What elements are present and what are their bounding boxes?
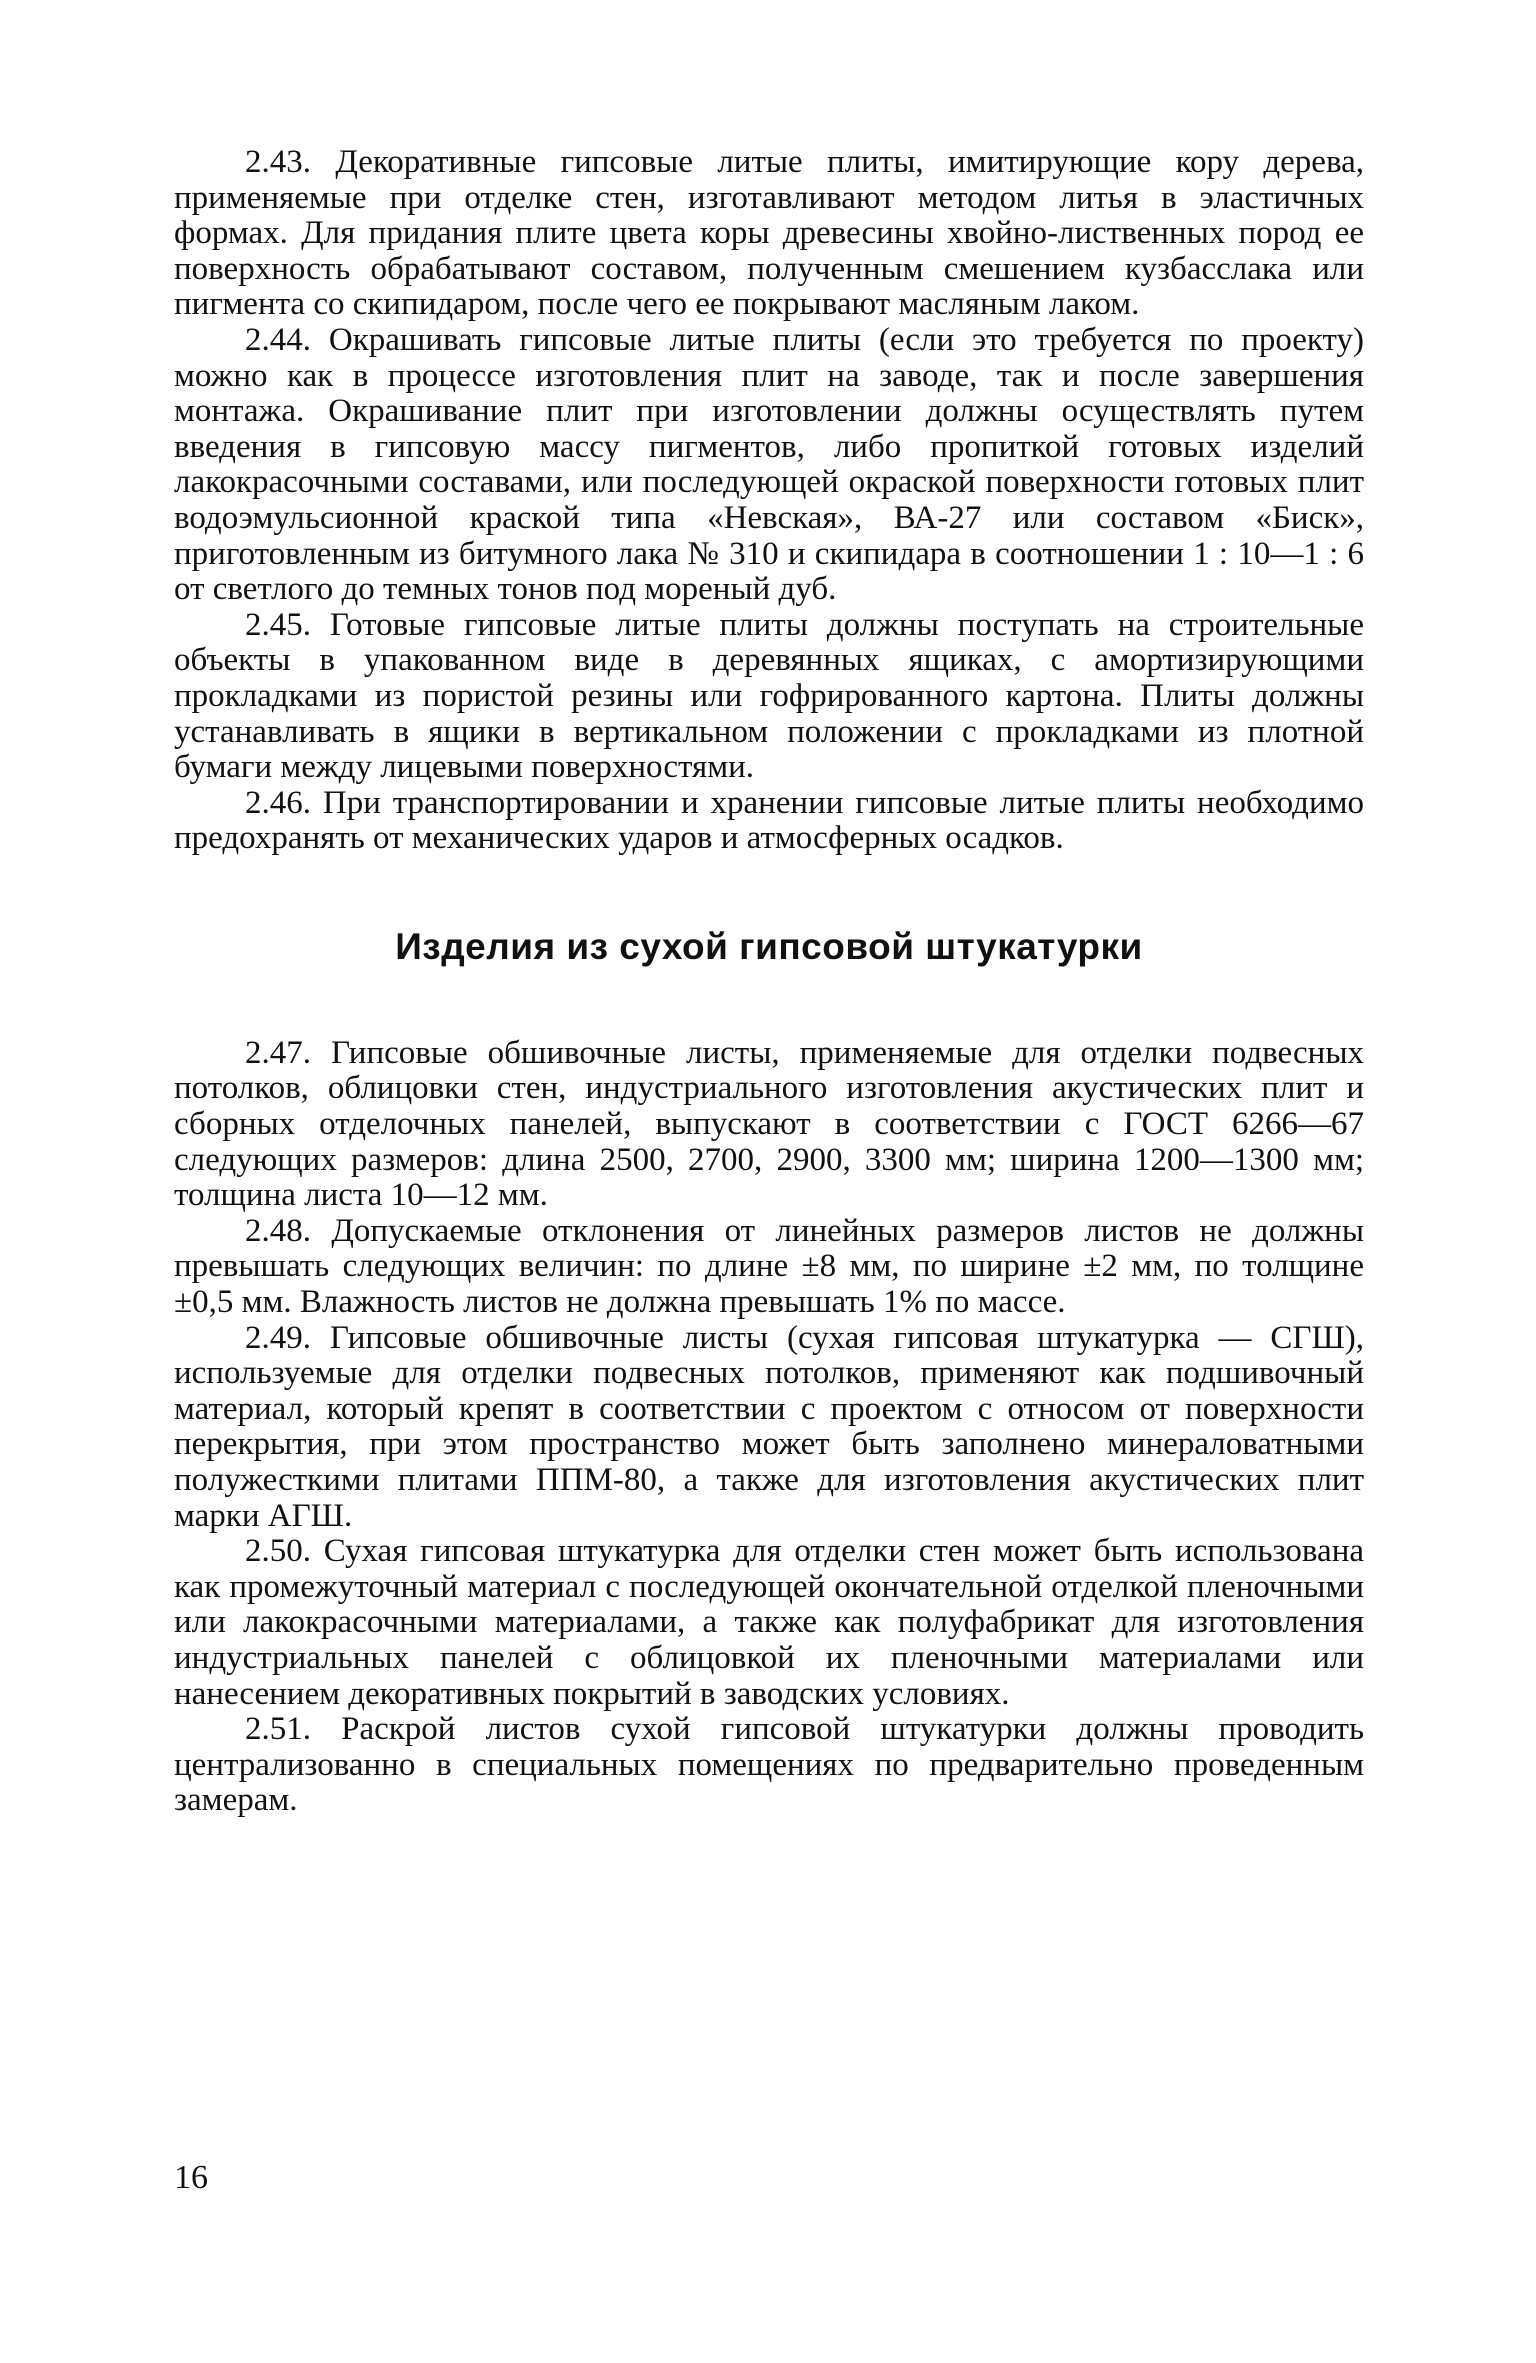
paragraph-number: 2.49. [245, 1319, 311, 1356]
page-number: 16 [174, 2159, 208, 2196]
paragraph-2-46 [174, 786, 1364, 857]
paragraph-number: 2.45. [245, 606, 311, 643]
paragraph-number: 2.51. [245, 1711, 311, 1748]
paragraph-text: Сухая гипсовая штукатурка для отделки стен может быть использована как промежуточный материал с последующей окончательной отделкой пленочными или лакокрасочными материалами, а также как полуфабрикат для изготовления индустриальных панелей с облицовкой их пленочными материалами или нанесением декоративных покрытий в заводских условиях. [174, 1533, 1364, 1712]
paragraph-text: Декоративные гипсовые литые плиты, имитирующие кору дерева, применяемые при отделке стен, изготавливают методом литья в эластичных формах. Для придания плите цвета коры древесины хвойно-лиственных пород ее поверхность обрабатывают составом, полученным смешением кузбасслака или пигмента со скипидаром, после чего ее покрывают масляным лаком. [174, 144, 1364, 323]
paragraph-number: 2.48. [245, 1212, 311, 1249]
paragraph-2-51 [174, 1712, 1364, 1819]
paragraph-2-48 [174, 1214, 1364, 1321]
paragraph-text: Гипсовые обшивочные листы, применяемые для отделки подвесных потолков, облицовки стен, индустриального изготовления акустических плит и сборных отделочных панелей, выпускают в соответствии с ГОСТ 6266—67 следующих размеров: длина 2500, 2700, 2900, 3300 мм; ширина 1200—1300 мм; толщина листа 10—12 мм. [174, 1034, 1364, 1214]
paragraph-2-49 [174, 1321, 1364, 1535]
paragraph-text: Готовые гипсовые литые плиты должны поступать на строительные объекты в упакованном виде в деревянных ящиках, с амортизирующими прокладками из пористой резины или гофрированного картона. Плиты должны устанавливать в ящики в вертикальном положении с прокладками из плотной бумаги между лицевыми поверхностями. [174, 606, 1365, 786]
paragraph-text: Раскрой листов сухой гипсовой штукатурки должны проводить централизованно в специальных помещениях по предварительно проведенным замерам. [174, 1711, 1364, 1819]
paragraph-text: При транспортировании и хранении гипсовые литые плиты необходимо предохранять от механических ударов и атмосферных осадков. [174, 784, 1364, 857]
paragraph-text: Окрашивать гипсовые литые плиты (если это требуется по проекту) можно как в процессе изготовления плит на заводе, так и после завершения монтажа. Окрашивание плит при изготовлении должны осуществлять путем введения в гипсовую массу пигментов, либо пропиткой готовых изделий лакокрасочными составами, или последующей окраской поверхности готовых плит водоэмульсионной краской типа «Невская», ВА-27 или составом «Биск», приготовленным из битумного лака № 310 и скипидара в соотношении 1 : 10—1 : 6 от светлого до темных тонов под мореный дуб. [174, 321, 1365, 608]
paragraph-2-43 [174, 145, 1364, 323]
section-title: Изделия из сухой гипсовой штукатурки [395, 925, 1143, 967]
paragraph-2-44 [174, 323, 1364, 608]
paragraph-text: Гипсовые обшивочные листы (сухая гипсовая штукатурка — СГШ), используемые для отделки подвесных потолков, применяют как подшивочный материал, который крепят в соответствии с проектом с относом от поверхности перекрытия, при этом пространство может быть заполнено минераловатными полужесткими плитами ППМ-80, а также для изготовления акустических плит марки АГШ. [174, 1319, 1365, 1534]
paragraph-2-47 [174, 1036, 1364, 1214]
paragraph-number: 2.47. [245, 1034, 311, 1071]
paragraph-2-50 [174, 1534, 1364, 1712]
page-body [174, 145, 1364, 1819]
paragraph-number: 2.43. [245, 144, 311, 180]
paragraph-number: 2.44. [245, 321, 311, 358]
paragraph-text: Допускаемые отклонения от линейных размеров листов не должны превышать следующих величин: по длине ±8 мм, по ширине ±2 мм, по толщине ±0,5 мм. Влажность листов не должна превышать 1% по массе. [174, 1212, 1365, 1321]
paragraph-number: 2.50. [245, 1533, 311, 1570]
paragraph-2-45 [174, 608, 1364, 786]
paragraph-number: 2.46. [245, 784, 311, 821]
